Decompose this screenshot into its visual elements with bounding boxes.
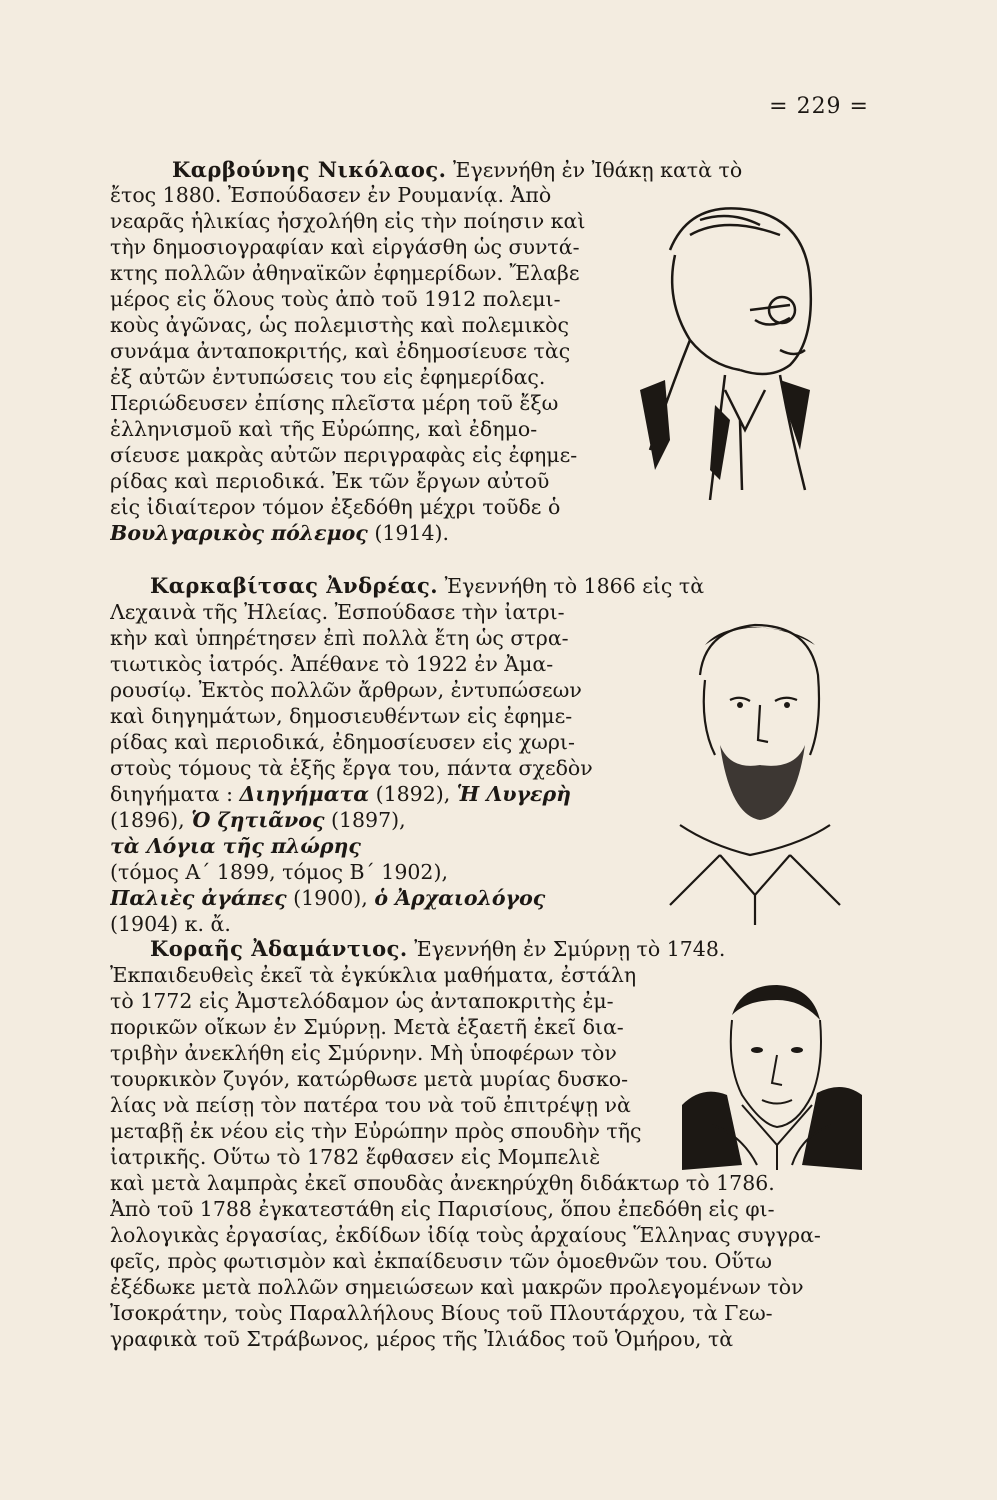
- entry-line: νεαρᾶς ἡλικίας ἠσχολήθη εἰς τὴν ποίησιν καὶ: [110, 209, 586, 233]
- entry-line: διηγήματα : Διηγήματα (1892), Ἡ Λυγερὴ: [110, 782, 572, 806]
- entry-name: Κοραῆς Ἀδαμάντιος.: [150, 937, 408, 961]
- entry-line: Καρκαβίτσας Ἀνδρέας. Ἐγεννήθη τὸ 1866 εἰς τὰ: [150, 574, 705, 598]
- entry-line: ρίδας καὶ περιοδικά, ἐδημοσίευσεν εἰς χωρι-: [110, 730, 575, 754]
- entry-line: κὴν καὶ ὑπηρέτησεν ἐπὶ πολλὰ ἔτη ὡς στρα-: [110, 626, 569, 650]
- work-title: Διηγήματα: [239, 782, 370, 806]
- entry-line: Καρβούνης Νικόλαος. Ἐγεννήθη ἐν Ἰθάκῃ κατὰ τὸ: [172, 158, 743, 182]
- page-number: = 229 =: [769, 94, 869, 119]
- entry-line: γραφικὰ τοῦ Στράβωνος, μέρος τῆς Ἰλιάδος τοῦ Ὁμήρου, τὰ: [110, 1327, 734, 1351]
- entry-line: μέρος εἰς ὅλους τοὺς ἀπὸ τοῦ 1912 πολεμι-: [110, 287, 561, 311]
- entry-line: ἐξέδωκε μετὰ πολλῶν σημειώσεων καὶ μακρῶν προλεγομένων τὸν: [110, 1275, 804, 1299]
- entry-line: τὸ 1772 εἰς Ἀμστελόδαμον ὡς ἀνταποκριτὴς ἐμ-: [110, 989, 614, 1013]
- work-title: Ὁ ζητιᾶνος: [191, 808, 325, 832]
- entry-line: σίευσε μακρὰς αὐτῶν περιγραφὰς εἰς ἐφημε-: [110, 443, 578, 467]
- entry-line: ρουσίῳ. Ἐκτὸς πολλῶν ἄρθρων, ἐντυπώσεων: [110, 678, 582, 702]
- work-title: Ἡ Λυγερὴ: [456, 782, 572, 806]
- work-title: Βουλγαρικὸς πόλεμος: [110, 521, 368, 545]
- entry-line: ρίδας καὶ περιοδικά. Ἐκ τῶν ἔργων αὐτοῦ: [110, 469, 550, 493]
- entry-line: Ἰσοκράτην, τοὺς Παραλλήλους Βίους τοῦ Πλουτάρχου, τὰ Γεω-: [110, 1301, 773, 1325]
- entry-line: μεταβῇ ἐκ νέου εἰς τὴν Εὐρώπην πρὸς σπουδὴν τῆς: [110, 1119, 642, 1143]
- entry-line: Βουλγαρικὸς πόλεμος (1914).: [110, 521, 450, 545]
- entry-line: λολογικὰς ἐργασίας, ἐκδίδων ἰδίᾳ τοὺς ἀρχαίους Ἕλληνας συγγρα-: [110, 1223, 821, 1247]
- work-title: τὰ Λόγια τῆς πλώρης: [110, 834, 361, 858]
- entry-line: πορικῶν οἴκων ἐν Σμύρνῃ. Μετὰ ἑξαετῆ ἐκεῖ δια-: [110, 1015, 624, 1039]
- entry-line: Περιώδευσεν ἐπίσης πλεῖστα μέρη τοῦ ἔξω: [110, 391, 559, 415]
- entry-line: ἰατρικῆς. Οὕτω τὸ 1782 ἔφθασεν εἰς Μομπελιὲ: [110, 1145, 601, 1169]
- entry-line: ἔτος 1880. Ἐσπούδασεν ἐν Ρουμανίᾳ. Ἀπὸ: [110, 183, 552, 207]
- entry-line: λίας νὰ πείσῃ τὸν πατέρα του νὰ τοῦ ἐπιτρέψῃ νὰ: [110, 1093, 631, 1117]
- entry-line: κτης πολλῶν ἀθηναϊκῶν ἐφημερίδων. Ἔλαβε: [110, 261, 580, 285]
- work-title: ὁ Ἀρχαιολόγος: [374, 886, 546, 910]
- entry-line: κοὺς ἀγῶνας, ὡς πολεμιστὴς καὶ πολεμικὸς: [110, 313, 569, 337]
- entry-line: εἰς ἰδιαίτερον τόμον ἐξεδόθη μέχρι τοῦδε ὁ: [110, 495, 561, 519]
- entry-line: στοὺς τόμους τὰ ἑξῆς ἔργα του, πάντα σχεδὸν: [110, 756, 593, 780]
- entry-line: [110, 834, 655, 858]
- entry-line: συνάμα ἀνταποκριτής, καὶ ἐδημοσίευσε τὰς: [110, 339, 571, 363]
- entry-line: ἐξ αὐτῶν ἐντυπώσεις του εἰς ἐφημερίδας.: [110, 365, 546, 389]
- portrait-korais: [682, 975, 862, 1170]
- entry-name: Καρβούνης Νικόλαος.: [172, 158, 447, 182]
- portrait-karvounis: [630, 190, 830, 500]
- entry-line: τουρκικὸν ζυγόν, κατώρθωσε μετὰ μυρίας δυσκο-: [110, 1067, 629, 1091]
- portrait-karkavitsas: [660, 605, 850, 925]
- work-title: Παλιὲς ἀγάπες: [110, 886, 287, 910]
- entry-name: Καρκαβίτσας Ἀνδρέας.: [150, 574, 439, 598]
- entry-line: ἑλληνισμοῦ καὶ τῆς Εὐρώπης, καὶ ἐδημο-: [110, 417, 538, 441]
- entry-line: Κοραῆς Ἀδαμάντιος. Ἐγεννήθη ἐν Σμύρνῃ τὸ 1748.: [150, 937, 726, 961]
- entry-line: Παλιὲς ἀγάπες (1900), ὁ Ἀρχαιολόγος: [110, 886, 546, 910]
- entry-line: (1896), Ὁ ζητιᾶνος (1897),: [110, 808, 406, 832]
- entry-line: φεῖς, πρὸς φωτισμὸν καὶ ἐκπαίδευσιν τῶν ὁμοεθνῶν του. Οὕτω: [110, 1249, 772, 1273]
- entry-line: τιωτικὸς ἰατρός. Ἀπέθανε τὸ 1922 ἐν Ἀμα-: [110, 652, 554, 676]
- entry-line: Ἀπὸ τοῦ 1788 ἐγκατεστάθη εἰς Παρισίους, ὅπου ἐπεδόθη εἰς φι-: [110, 1197, 775, 1221]
- entry-line: τὴν δημοσιογραφίαν καὶ εἰργάσθη ὡς συντά-: [110, 235, 580, 259]
- entry-line: (1904) κ. ἄ.: [110, 912, 231, 936]
- entry-line: τριβὴν ἀνεκλήθη εἰς Σμύρνην. Μὴ ὑποφέρων τὸν: [110, 1041, 617, 1065]
- entry-line: καὶ διηγημάτων, δημοσιευθέντων εἰς ἐφημε-: [110, 704, 573, 728]
- entry-line: Ἐκπαιδευθεὶς ἐκεῖ τὰ ἐγκύκλια μαθήματα, ἐστάλη: [110, 963, 637, 987]
- entry-line: (τόμος Α΄ 1899, τόμος Β΄ 1902),: [110, 860, 448, 884]
- entry-line: καὶ μετὰ λαμπρὰς ἐκεῖ σπουδὰς ἀνεκηρύχθη διδάκτωρ τὸ 1786.: [110, 1171, 775, 1195]
- entry-line: Λεχαινὰ τῆς Ἠλείας. Ἐσπούδασε τὴν ἰατρι-: [110, 600, 565, 624]
